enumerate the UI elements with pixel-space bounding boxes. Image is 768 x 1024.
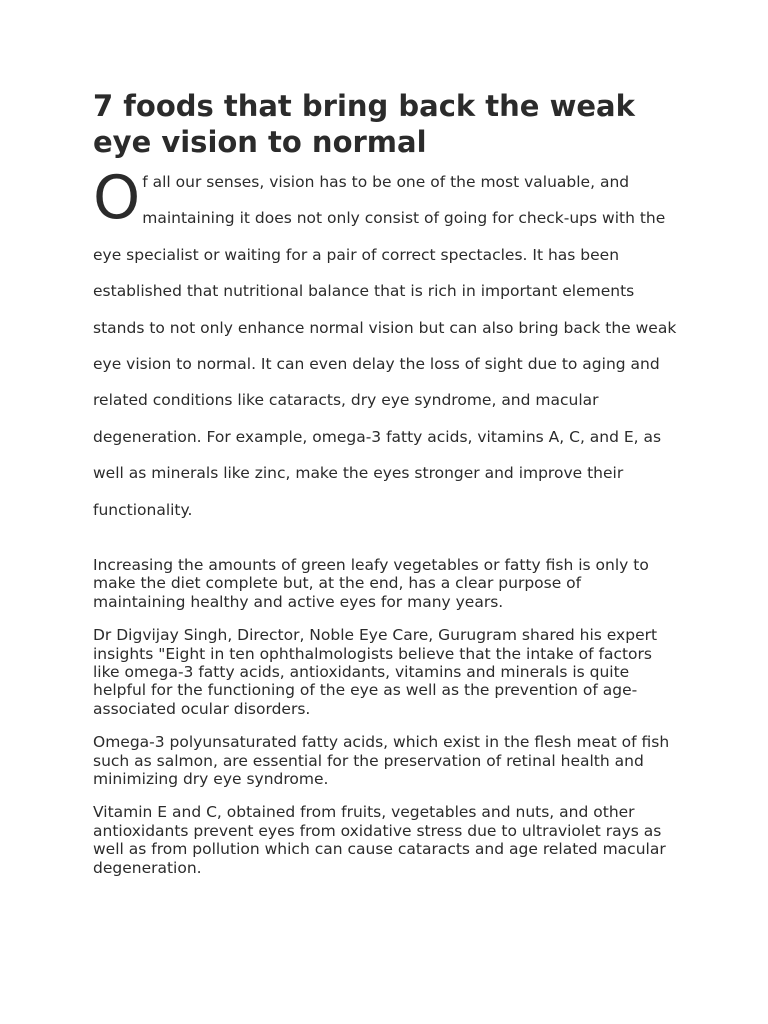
body-paragraph-3: Omega-3 polyunsaturated fatty acids, which exist in the flesh meat of fish such as salmon, are essential for the preservation of retinal health and minimizing dry eye syndrome. bbox=[93, 733, 670, 789]
body-paragraph-4: Vitamin E and C, obtained from fruits, vegetables and nuts, and other antioxidants prevent eyes from oxidative stress due to ultraviolet rays as well as from pollution which can cause cataracts and age related macular degeneration. bbox=[93, 803, 666, 877]
article-body bbox=[93, 556, 678, 892]
body-paragraph-1: Increasing the amounts of green leafy vegetables or fatty fish is only to make the diet complete but, at the end, has a clear purpose of maintaining healthy and active eyes for many years. bbox=[93, 556, 649, 611]
body-paragraph-2: Dr Digvijay Singh, Director, Noble Eye Care, Gurugram shared his expert insights "Eight in ten ophthalmologists believe that the intake of factors like omega-3 fatty acids, antioxidants, vitamins and minerals is quite helpful for the functioning of the eye as well as the prevention of age-associated ocular disorders. bbox=[93, 626, 658, 718]
lead-paragraph-text: f all our senses, vision has to be one of the most valuable, and maintaining it does not only consist of going for check-ups with the eye specialist or waiting for a pair of correct spectacles. It has been established that nutritional balance that is rich in important elements stands to not only enhance normal vision but can also bring back the weak eye vision to normal. It can even delay the loss of sight due to aging and related conditions like cataracts, dry eye syndrome, and macular degeneration. For example, omega-3 fatty acids, vitamins A, C, and E, as well as minerals like zinc, make the eyes stronger and improve their functionality. bbox=[93, 173, 677, 519]
drop-cap: O bbox=[93, 163, 141, 233]
article-title: 7 foods that bring back the weak eye vision to normal bbox=[93, 89, 635, 159]
lead-paragraph bbox=[93, 164, 678, 528]
